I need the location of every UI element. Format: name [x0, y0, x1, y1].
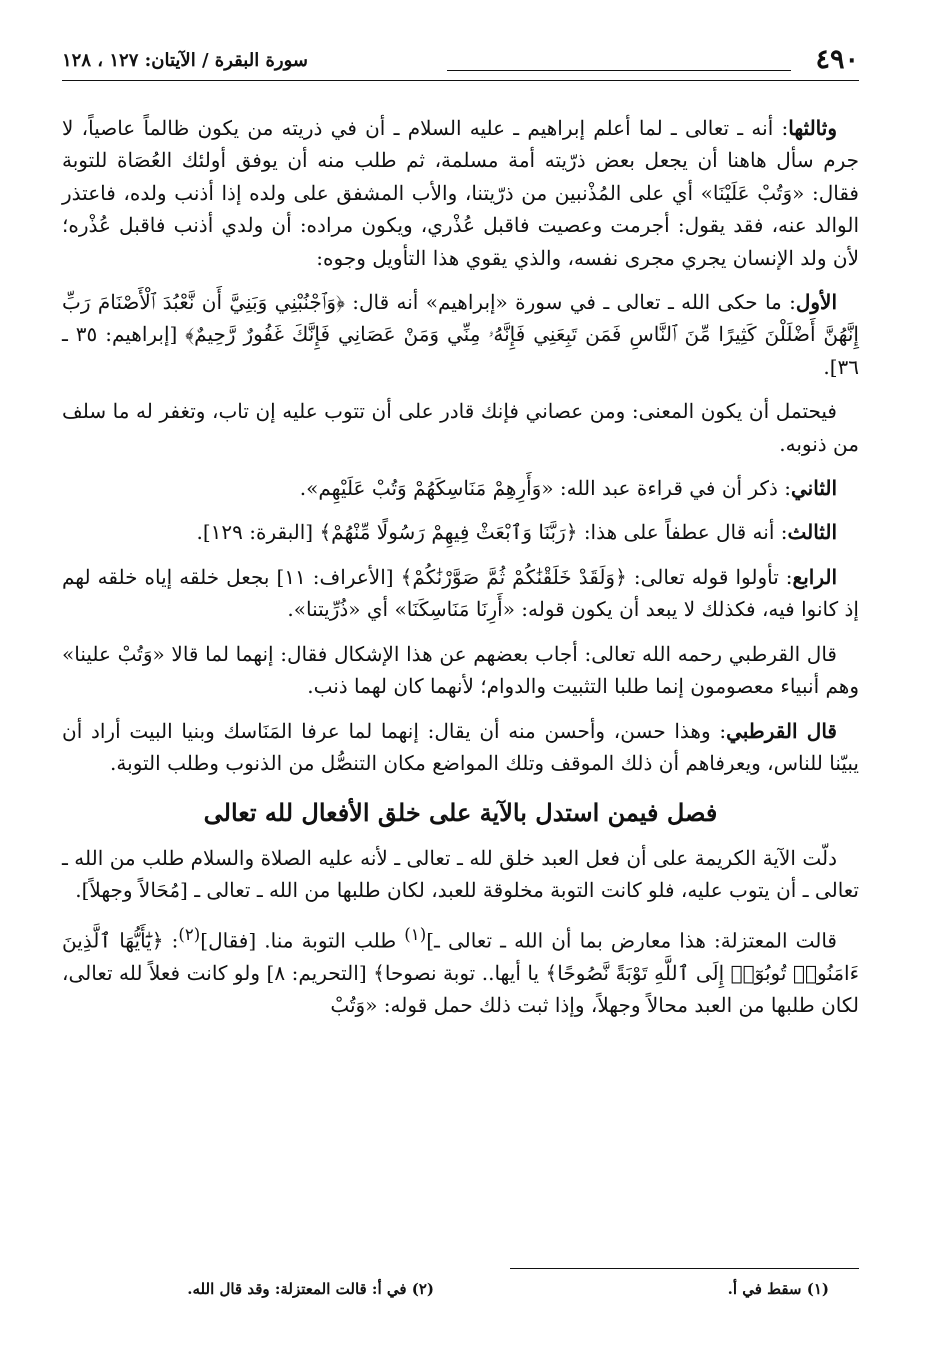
keyword-third-point: الثالث: [787, 520, 837, 545]
paragraph-text: : أنه قال عطفاً على هذا: ﴿رَبَّنَا وَٱبْعَثْ فِيهِمْ رَسُولًا مِّنْهُمْ﴾ [البقرة: ١٢٩].: [196, 520, 788, 545]
footnote-marker-2[interactable]: (٢): [178, 924, 201, 944]
keyword-first: الأول: [795, 290, 837, 315]
keyword-fourth: الرابع: [792, 564, 837, 589]
paragraph-second: [62, 472, 859, 504]
paragraph-third-point: [62, 516, 859, 548]
paragraph-first: [62, 286, 859, 383]
paragraph-text: قالت المعتزلة: هذا معارض بما أن الله ـ تعالى ـ]: [426, 928, 837, 953]
paragraph-text: : تأولوا قوله تعالى: ﴿وَلَقَدْ خَلَقْنَٰكُمْ ثُمَّ صَوَّرْنَٰكُمْ﴾ [الأعراف: ١١] بجعل خلقه إياه خلقه لهم إذ كانوا فيه، فكذلك لا يبعد أن يكون قوله: «أَرِنَا مَنَاسِكَنَا» أي «ذُرِّيتنا».: [62, 564, 859, 622]
footnote-marker-1[interactable]: (١): [404, 924, 427, 944]
keyword-second: الثاني: [790, 476, 837, 501]
paragraph-text: قال القرطبي رحمه الله تعالى: أجاب بعضهم عن هذا الإشكال فقال: إنهما لما قالا «وَتُبْ علينا» وهم أنبياء معصومون إنما طلبا التثبيت والدوام؛ لأنهما كان لهما ذنب.: [62, 641, 859, 699]
paragraph-section-intro: [62, 842, 859, 907]
header-line: [447, 70, 791, 71]
paragraph-third: [62, 112, 859, 274]
paragraph-meaning: [62, 395, 859, 460]
footnote-2: (٢) في أ: قالت المعتزلة: وقد قال الله.: [187, 1280, 434, 1298]
header-rule: [62, 80, 859, 81]
paragraph-qurtubi: [62, 715, 859, 780]
section-heading: فصل فيمن استدل بالآية على خلق الأفعال لله تعالى: [203, 798, 718, 828]
paragraph-text: : ذكر أن في قراءة عبد الله: «وَأَرِهِمْ مَنَاسِكَهُمْ وَتُبْ عَلَيْهِم».: [299, 476, 791, 501]
page-number: ٤٩٠: [815, 44, 859, 75]
paragraph-text: : ما حكى الله ـ تعالى ـ في سورة «إبراهيم» أنه قال: ﴿وَٱجْنُبْنِي وَبَنِيَّ أَن نَّعْبُدَ ٱلْأَصْنَامَ رَبِّ إِنَّهُنَّ أَضْلَلْنَ كَثِيرًا مِّنَ ٱلنَّاسِ فَمَن تَبِعَنِي فَإِنَّهُۥ مِنِّي وَمَنْ عَصَانِي فَإِنَّكَ غَفُورٌ رَّحِيمٌ﴾ [إبراهيم: ٣٥ ـ ٣٦].: [62, 290, 859, 379]
paragraph-qurtubi-quote: [62, 638, 859, 703]
paragraph-text: طلب التوبة منا. [فقال]: [200, 928, 405, 953]
footnote-rule: [510, 1268, 859, 1269]
paragraph-text: : ﴿يَٰٓأَيُّهَا ٱلَّذِينَ ءَامَنُوا۟ تُوبُوٓا۟ إِلَى ٱللَّهِ تَوْبَةً نَّصُوحًا﴾ يا أيها.. توبة نصوحا﴾ [التحريم: ٨] ولو كانت فعلاً لله تعالى، لكان طلبها من العبد محالاً وجهلاً، وإذا ثبت ذلك حمل قوله: «وَتُبْ: [62, 928, 859, 1017]
paragraph-text: دلّت الآية الكريمة على أن فعل العبد خلق لله ـ تعالى ـ لأنه عليه الصلاة والسلام طلب من الله ـ تعالى ـ أن يتوب عليه، فلو كانت التوبة مخلوقة للعبد، لكان طلبها من الله ـ تعالى ـ [مُحَالاً وجهلاً].: [62, 845, 859, 903]
paragraph-fourth: [62, 561, 859, 626]
footnote-1: (١) سقط في أ.: [727, 1280, 829, 1298]
keyword-third: وثالثها: [788, 116, 837, 140]
header-title: سورة البقرة / الآيتان: ١٢٧ ، ١٢٨: [62, 50, 308, 71]
main-text: [62, 112, 859, 1021]
keyword-qurtubi: قال القرطبي: [726, 718, 837, 743]
paragraph-text: : أنه ـ تعالى ـ لما أعلم إبراهيم ـ عليه السلام ـ أن في ذريته من يكون ظالماً عاصياً، لا جرم سأل هاهنا أن يجعل بعض ذرّيته أمة مسلمة، ثم طلب منه أن يوفق أولئك العُصَاة للتوبة فقال: «وَتُبْ عَلَيْنَا» أي على المُذْنبين من ذرّيتنا، والأب المشفق على ولده إذا أذنب ولده، فاعتذر الوالد عنه، فقد يقول: أجرمت وعصيت فاقبل عُذْري، ويكون مراده: أن ولدي أذنب فاقبل عُذْره؛ لأن ولد الإنسان يجري مجرى نفسه، والذي يقوي هذا التأويل وجوه:: [62, 116, 859, 270]
paragraph-text: : وهذا حسن، وأحسن منه أن يقال: إنهما لما عرفا المَنَاسك وبنيا البيت أراد أن يبيّنا للناس، ويعرفاهم أن ذلك الموقف وتلك المواضع مكان التنصُّل من الذنوب وطلب التوبة.: [62, 718, 859, 775]
running-header: [62, 44, 859, 80]
paragraph-mutazila: [62, 919, 859, 1022]
paragraph-text: فيحتمل أن يكون المعنى: ومن عصاني فإنك قادر على أن تتوب عليه إن تاب، وتغفر له ما سلف من ذنوبه.: [62, 399, 859, 456]
